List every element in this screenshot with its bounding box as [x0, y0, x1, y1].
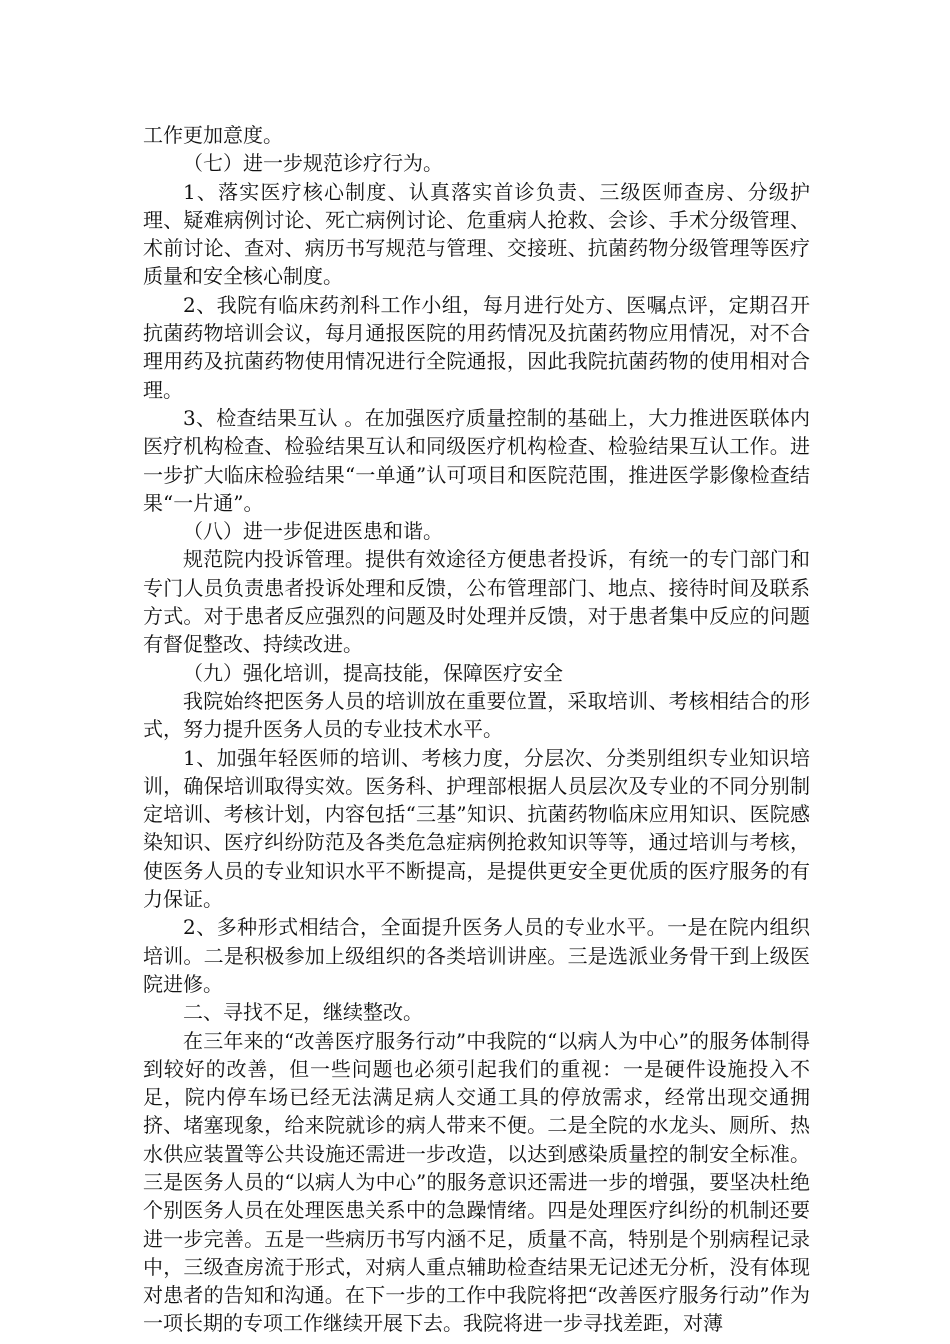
- section-heading-7: （七）进一步规范诊疗行为。: [183, 151, 443, 176]
- paragraph-9-2: 2、多种形式相结合，全面提升医务人员的专业水平。一是在院内组织培训。二是积极参加上级组织的各类培训讲座。三是选派业务骨干到上级医院进修。: [143, 915, 810, 996]
- section-heading-2: 二、寻找不足，继续整改。: [183, 1000, 423, 1025]
- paragraph-7-1: 1、落实医疗核心制度、认真落实首诊负责、三级医师查房、分级护理、疑难病例讨论、死亡病例讨论、危重病人抢救、会诊、手术分级管理、术前讨论、查对、病历书写规范与管理、交接班、抗菌药物分级管理等医疗质量和安全核心制度。: [143, 179, 810, 289]
- paragraph-9-1: 1、加强年轻医师的培训、考核力度，分层次、分类别组织专业知识培训，确保培训取得实效。医务科、护理部根据人员层次及专业的不同分别制定培训、考核计划，内容包括“三基”知识、抗菌药物临床应用知识、医院感染知识、医疗纠纷防范及各类危急症病例抢救知识等等，通过培训与考核，使医务人员的专业知识水平不断提高，是提供更安全更优质的医疗服务的有力保证。: [143, 745, 810, 912]
- section-heading-9: （九）强化培训，提高技能，保障医疗安全: [183, 660, 563, 685]
- paragraph-7-2: 2、我院有临床药剂科工作小组，每月进行处方、医嘱点评，定期召开抗菌药物培训会议，每月通报医院的用药情况及抗菌药物应用情况，对不合理用药及抗菌药物使用情况进行全院通报，因此我院抗菌药物的使用相对合理。: [143, 292, 810, 402]
- paragraph-9-intro: 我院始终把医务人员的培训放在重要位置，采取培训、考核相结合的形式，努力提升医务人员的专业技术水平。: [143, 688, 810, 742]
- document-page: [143, 121, 810, 1338]
- paragraph-2-1: 在三年来的“改善医疗服务行动”中我院的“以病人为中心”的服务体制得到较好的改善，但一些问题也必须引起我们的重视：一是硬件设施投入不足，院内停车场已经无法满足病人交通工具的停放需求，经常出现交通拥挤、堵塞现象，给来院就诊的病人带来不便。二是全院的水龙头、厕所、热水供应装置等公共设施还需进一步改造，以达到感染质量控的制安全标准。三是医务人员的“以病人为中心”的服务意识还需进一步的增强，要坚决杜绝个别医务人员在处理医患关系中的急躁情绪。四是处理医疗纠纷的机制还要进一步完善。五是一些病历书写内涵不足，质量不高，特别是个别病程记录中，三级查房流于形式，对病人重点辅助检查结果无记述无分析，没有体现对患者的告知和沟通。在下一步的工作中我院将把“改善医疗服务行动”作为一项长期的专项工作继续开展下去。我院将进一步寻找差距，对薄: [143, 1028, 810, 1336]
- section-heading-8: （八）进一步促进医患和谐。: [183, 519, 443, 544]
- paragraph-continuation: 工作更加意度。: [143, 123, 283, 147]
- paragraph-8-1: 规范院内投诉管理。提供有效途径方便患者投诉，有统一的专门部门和专门人员负责患者投诉处理和反馈，公布管理部门、地点、接待时间及联系方式。对于患者反应强烈的问题及时处理并反馈，对于患者集中反应的问题有督促整改、持续改进。: [143, 547, 810, 657]
- paragraph-7-3: 3、检查结果互认 。在加强医疗质量控制的基础上，大力推进医联体内医疗机构检查、检验结果互认和同级医疗机构检查、检验结果互认工作。进一步扩大临床检验结果“一单通”认可项目和医院范围，推进医学影像检查结果“一片通”。: [143, 405, 810, 515]
